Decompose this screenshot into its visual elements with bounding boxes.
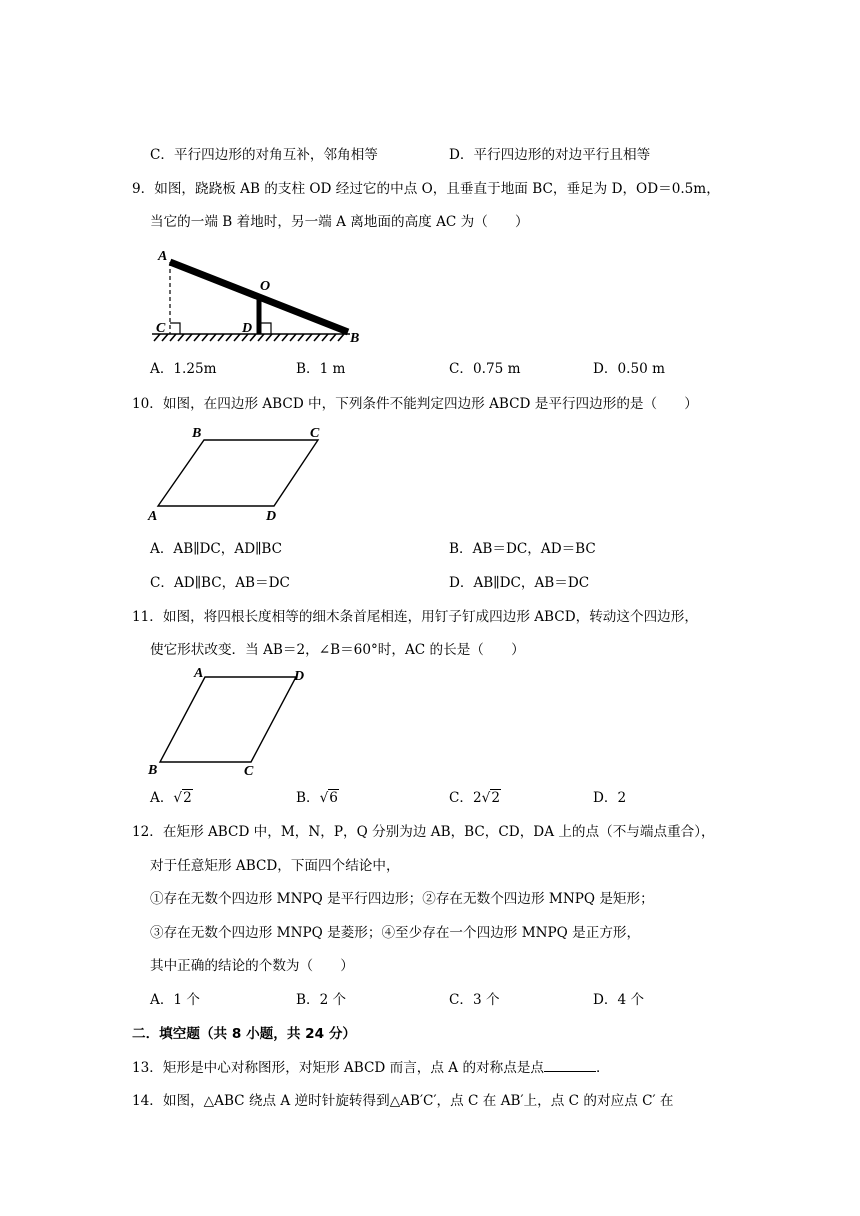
q9-option-d: D．0.50 m [593,361,665,377]
q9-option-b: B．1 m [296,361,346,377]
q9-option-a: A．1.25m [150,361,217,377]
q10-option-b: B．AB＝DC，AD＝BC [449,541,596,557]
q12-option-c: C．3 个 [449,992,500,1008]
q10-option-c: C．AD∥BC，AB＝DC [150,575,290,591]
label-a: A [158,249,168,264]
q13-stem: 13．矩形是中心对称图形，对矩形 ABCD 而言，点 A 的对称点是点 ． [132,1057,610,1078]
q12-option-d: D．4 个 [593,992,645,1008]
q12-option-a: A．1 个 [150,992,200,1008]
q12-stem-line1: 12．在矩形 ABCD 中，M，N，P，Q 分别为边 AB，BC，CD，DA 上的点（不与端点重合）， [132,824,715,840]
label-d: D [294,669,305,684]
q9-stem-line1: 9．如图，跷跷板 AB 的支柱 OD 经过它的中点 O，且垂直于地面 BC，垂足为 D，OD＝0.5m， [132,181,720,197]
q10-option-d: D．AB∥DC，AB＝DC [449,575,590,591]
label-a: A [194,666,204,681]
q14-stem: 14．如图，△ABC 绕点 A 逆时针旋转得到△AB′C′，点 C 在 AB′上，点 C 的对应点 C′ 在 [132,1093,674,1109]
q8-option-c: C．平行四边形的对角互补，邻角相等 [150,147,378,163]
label-d: D [266,509,277,524]
label-b: B [148,763,158,778]
answer-blank[interactable] [544,1057,596,1072]
q12-stem-line4: ③存在无数个四边形 MNPQ 是菱形；④至少存在一个四边形 MNPQ 是正方形， [150,925,641,941]
label-b: B [192,426,202,441]
section-title: 二．填空题（共 8 小题，共 24 分） [132,1026,357,1042]
q10-option-a: A．AB∥DC，AD∥BC [150,541,283,557]
label-b: B [350,331,360,346]
q12-option-b: B．2 个 [296,992,347,1008]
label-o: O [260,279,271,294]
q11-option-c: C．2√2 [449,790,500,806]
label-a: A [148,509,158,524]
q11-stem-line1: 11．如图，将四根长度相等的细木条首尾相连，用钉子钉成四边形 ABCD，转动这个四边形， [132,609,698,625]
q9-seesaw-figure [140,240,380,350]
q11-stem-line2: 使它形状改变．当 AB＝2，∠B＝60°时，AC 的长是（ ） [150,642,525,658]
q11-rhombus-figure [140,664,330,779]
q10-parallelogram-figure [140,420,350,530]
label-c: C [244,764,254,779]
label-c: C [310,426,320,441]
q11-option-a: A．√2 [150,790,192,806]
label-c: C [156,321,166,336]
q8-option-d: D．平行四边形的对边平行且相等 [449,147,651,163]
q12-stem-line3: ①存在无数个四边形 MNPQ 是平行四边形；②存在无数个四边形 MNPQ 是矩形； [150,891,654,907]
q9-option-c: C．0.75 m [449,361,521,377]
q9-stem-line2: 当它的一端 B 着地时，另一端 A 离地面的高度 AC 为（ ） [150,214,529,230]
label-d: D [242,321,253,336]
q11-option-b: B．√6 [296,790,338,806]
q12-stem-line5: 其中正确的结论的个数为（ ） [150,958,354,974]
q11-option-d: D．2 [593,790,627,806]
q12-stem-line2: 对于任意矩形 ABCD，下面四个结论中， [150,858,400,874]
q10-stem-line1: 10．如图，在四边形 ABCD 中，下列条件不能判定四边形 ABCD 是平行四边形的是（ ） [132,396,698,412]
